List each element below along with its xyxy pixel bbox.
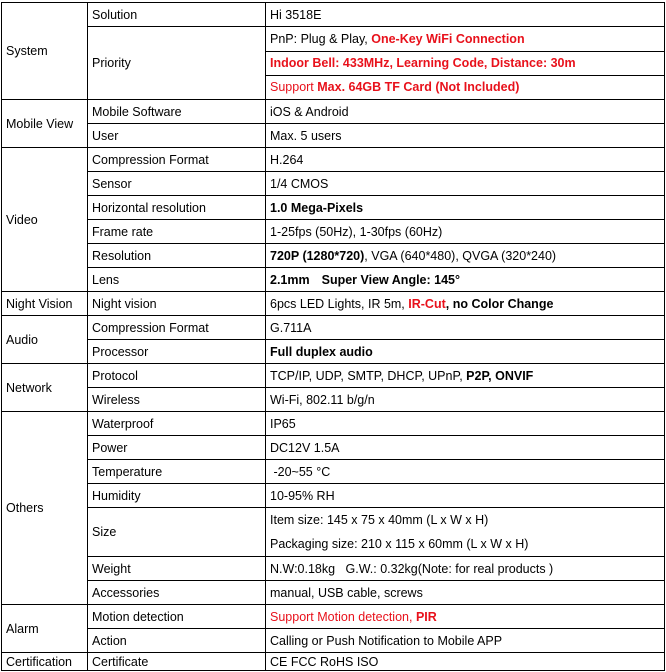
label-waterproof: Waterproof — [88, 412, 266, 436]
value-solution: Hi 3518E — [266, 3, 665, 27]
category-system: System — [2, 3, 88, 100]
spec-table — [1, 2, 665, 671]
table-row — [2, 605, 665, 629]
table-row — [2, 388, 665, 412]
value-power: DC12V 1.5A — [266, 436, 665, 460]
lens-angle-text: Super View Angle: 145° — [321, 272, 460, 287]
night-vision-ircut-text: IR-Cut — [408, 296, 446, 311]
value-lens — [266, 268, 665, 292]
table-row — [2, 196, 665, 220]
protocol-list-text: TCP/IP, UDP, SMTP, DHCP, UPnP, — [270, 368, 467, 383]
table-row — [2, 412, 665, 436]
value-resolution — [266, 244, 665, 268]
label-solution: Solution — [88, 3, 266, 27]
category-network: Network — [2, 364, 88, 412]
night-vision-leds-text: 6pcs LED Lights, IR 5m, — [270, 296, 409, 311]
priority-wifi-text: One-Key WiFi Connection — [371, 32, 525, 46]
priority-line-2: Indoor Bell: 433MHz, Learning Code, Distance: 30m — [266, 52, 664, 76]
value-size — [266, 508, 665, 557]
label-protocol: Protocol — [88, 364, 266, 388]
value-waterproof: IP65 — [266, 412, 665, 436]
value-protocol — [266, 364, 665, 388]
table-row — [2, 316, 665, 340]
label-horizontal-resolution: Horizontal resolution — [88, 196, 266, 220]
label-wireless: Wireless — [88, 388, 266, 412]
label-lens: Lens — [88, 268, 266, 292]
value-certificate: CE FCC RoHS ISO — [266, 653, 665, 671]
priority-pnp-text: PnP: Plug & Play, — [270, 32, 372, 46]
category-night-vision: Night Vision — [2, 292, 88, 316]
priority-support-text: Support — [270, 80, 318, 94]
value-frame-rate: 1-25fps (50Hz), 1-30fps (60Hz) — [266, 220, 665, 244]
label-priority: Priority — [88, 27, 266, 100]
motion-pir-text: PIR — [415, 609, 437, 624]
value-motion-detection — [266, 605, 665, 629]
value-night-vision — [266, 292, 665, 316]
table-row — [2, 172, 665, 196]
value-horizontal-resolution: 1.0 Mega-Pixels — [266, 196, 665, 220]
table-row — [2, 436, 665, 460]
value-wireless: Wi-Fi, 802.11 b/g/n — [266, 388, 665, 412]
category-alarm: Alarm — [2, 605, 88, 653]
value-temperature: -20~55 °C — [266, 460, 665, 484]
value-priority — [266, 27, 665, 100]
table-row — [2, 124, 665, 148]
table-row — [2, 557, 665, 581]
motion-detection-text: Support Motion detection, — [270, 609, 416, 624]
category-others: Others — [2, 412, 88, 605]
table-row — [2, 148, 665, 172]
table-row — [2, 581, 665, 605]
value-humidity: 10-95% RH — [266, 484, 665, 508]
resolution-720p-text: 720P (1280*720) — [270, 248, 365, 263]
label-mobile-software: Mobile Software — [88, 100, 266, 124]
table-row — [2, 340, 665, 364]
table-row — [2, 3, 665, 27]
size-item-text: Item size: 145 x 75 x 40mm (L x W x H) — [270, 513, 489, 527]
resolution-other-text: , VGA (640*480), QVGA (320*240) — [364, 248, 557, 263]
lens-focal-text: 2.1mm — [270, 272, 310, 287]
label-power: Power — [88, 436, 266, 460]
label-weight: Weight — [88, 557, 266, 581]
table-row — [2, 364, 665, 388]
protocol-p2p-onvif-text: P2P, ONVIF — [466, 368, 534, 383]
table-row — [2, 27, 665, 100]
category-mobile-view: Mobile View — [2, 100, 88, 148]
value-compression-video: H.264 — [266, 148, 665, 172]
label-action: Action — [88, 629, 266, 653]
label-temperature: Temperature — [88, 460, 266, 484]
table-row — [2, 292, 665, 316]
label-sensor: Sensor — [88, 172, 266, 196]
label-compression-video: Compression Format — [88, 148, 266, 172]
label-certificate: Certificate — [88, 653, 266, 671]
priority-tf-card-text: Max. 64GB TF Card (Not Included) — [317, 80, 520, 94]
label-motion-detection: Motion detection — [88, 605, 266, 629]
table-row — [2, 460, 665, 484]
label-humidity: Humidity — [88, 484, 266, 508]
category-certification: Certification — [2, 653, 88, 671]
value-mobile-software: iOS & Android — [266, 100, 665, 124]
label-accessories: Accessories — [88, 581, 266, 605]
table-row — [2, 508, 665, 557]
category-audio: Audio — [2, 316, 88, 364]
table-row — [2, 484, 665, 508]
label-compression-audio: Compression Format — [88, 316, 266, 340]
size-packaging-text: Packaging size: 210 x 115 x 60mm (L x W x H) — [270, 537, 529, 551]
value-weight: N.W:0.18kg G.W.: 0.32kg(Note: for real products ) — [266, 557, 665, 581]
category-video: Video — [2, 148, 88, 292]
night-vision-color-text: , no Color Change — [445, 296, 554, 311]
value-processor: Full duplex audio — [266, 340, 665, 364]
table-row — [2, 268, 665, 292]
label-size: Size — [88, 508, 266, 557]
table-row — [2, 220, 665, 244]
label-resolution: Resolution — [88, 244, 266, 268]
table-row — [2, 653, 665, 671]
table-row — [2, 100, 665, 124]
value-compression-audio: G.711A — [266, 316, 665, 340]
label-processor: Processor — [88, 340, 266, 364]
priority-line-3 — [266, 76, 664, 99]
value-action: Calling or Push Notification to Mobile APP — [266, 629, 665, 653]
label-user: User — [88, 124, 266, 148]
table-row — [2, 629, 665, 653]
table-row — [2, 244, 665, 268]
value-user: Max. 5 users — [266, 124, 665, 148]
label-frame-rate: Frame rate — [88, 220, 266, 244]
value-sensor: 1/4 CMOS — [266, 172, 665, 196]
value-accessories: manual, USB cable, screws — [266, 581, 665, 605]
priority-line-1 — [266, 27, 664, 52]
label-night-vision: Night vision — [88, 292, 266, 316]
